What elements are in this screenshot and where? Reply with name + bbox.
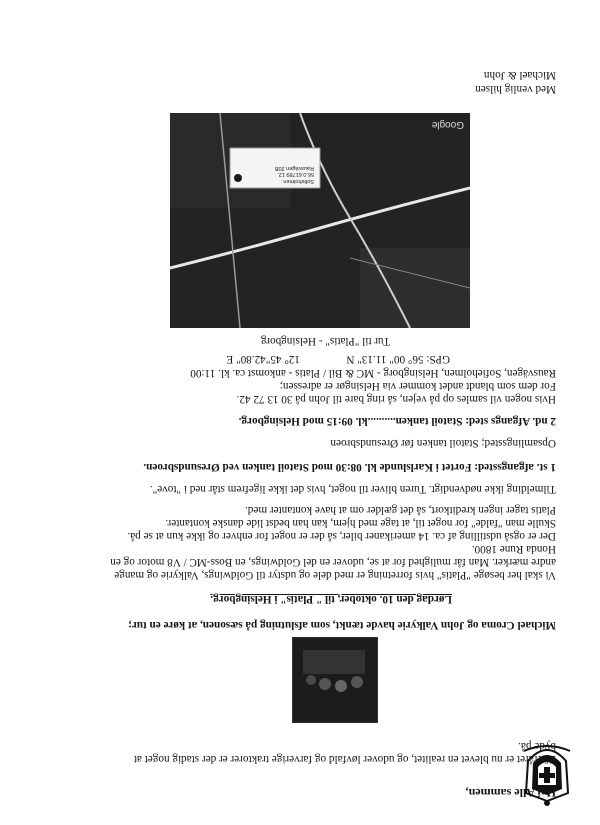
lead-sentence: Michael Croma og John Valkyrie havde tænkt, som afslutning på sæsonen, at køre en tur;	[128, 619, 556, 631]
description-line: Platis tager ingen kreditkort, så det gælder om at have kontanter med.	[245, 504, 556, 516]
greeting: Hej Alle sammen,	[465, 786, 556, 800]
address-line: Rausvägen, Sofieholmen, Helsingborg - MC & Bil / Platis - ankomst ca. kl. 11:00	[190, 367, 556, 379]
map-callout-line: Sofieholmen	[283, 178, 314, 184]
intro-line: Efteråret er nu blevet en realitet, og udover løvfald og farverige traktorer er der stadig noget at	[133, 753, 556, 765]
satellite-map	[170, 113, 470, 328]
map-callout-line: 56.0.61789 12.	[277, 171, 314, 178]
group-photo	[292, 637, 378, 723]
meeting-point-2: 2 nd. Afgangs sted: Statoil tanken..........kl. 09:15 mod Helsingborg.	[238, 415, 556, 427]
meeting-point-1: 1 st. afgangssted: Fortet i Karlslunde kl. 08:30 mod Statoil tanken ved Øresundsbroen.	[143, 461, 556, 473]
registration-note: Tilmelding ikke nødvendigt. Turen bliver til noget, hvis det ikke ligefrem står ned i "tove".	[149, 483, 556, 495]
pickup-point: Opsamlingssted; Statoil tanken før Øresundsbroen	[330, 437, 556, 449]
description-line: Vi skal her besøge "Platis" hvis forretning er med dele og udstyr til Goldwings, Valkyrie og mange	[114, 569, 556, 581]
event-title: Lørdag den 10. oktober, til " Platis" i Helsingborg.	[210, 593, 452, 605]
gps-east: 12° 45"42.80" E	[226, 353, 300, 365]
map-callout	[275, 165, 314, 185]
description-line: andre mærker. Man får mulighed for at se, udover en del Goldwings, en Boss-MC / V8 motor og en	[110, 556, 556, 568]
signature: Michael & John	[483, 69, 556, 81]
map-watermark: Google	[431, 119, 464, 130]
map-callout-line: Rausvägen 20B	[274, 165, 314, 171]
map-image	[170, 113, 470, 328]
map-caption: Tur til "Platis" - Helsingborg	[260, 335, 390, 347]
description-line: Skulle man "falde" for noget til, at tage med hjem, kan han bedst lide danske kontanter.	[165, 517, 556, 529]
intro-line: byde på.	[518, 740, 556, 752]
group-photo-image	[293, 638, 377, 722]
closing: Med venlig hilsen	[475, 83, 556, 95]
gps-north: GPS: 56° 00" 11.13" N	[346, 353, 450, 365]
description-line: Honda Rune 1800.	[471, 543, 556, 555]
contact-line: For dem som blandt andet kommer via Helsingør er adressen;	[279, 380, 556, 392]
description-line: Der er også udstilling af ca. 14 amerikaner biler, så der er noget for enhver og ikke kun at se på.	[127, 530, 556, 542]
contact-line: Hvis nogen vil samles op på vejen, så ring bare til John på 30 13 72 42.	[236, 393, 556, 405]
